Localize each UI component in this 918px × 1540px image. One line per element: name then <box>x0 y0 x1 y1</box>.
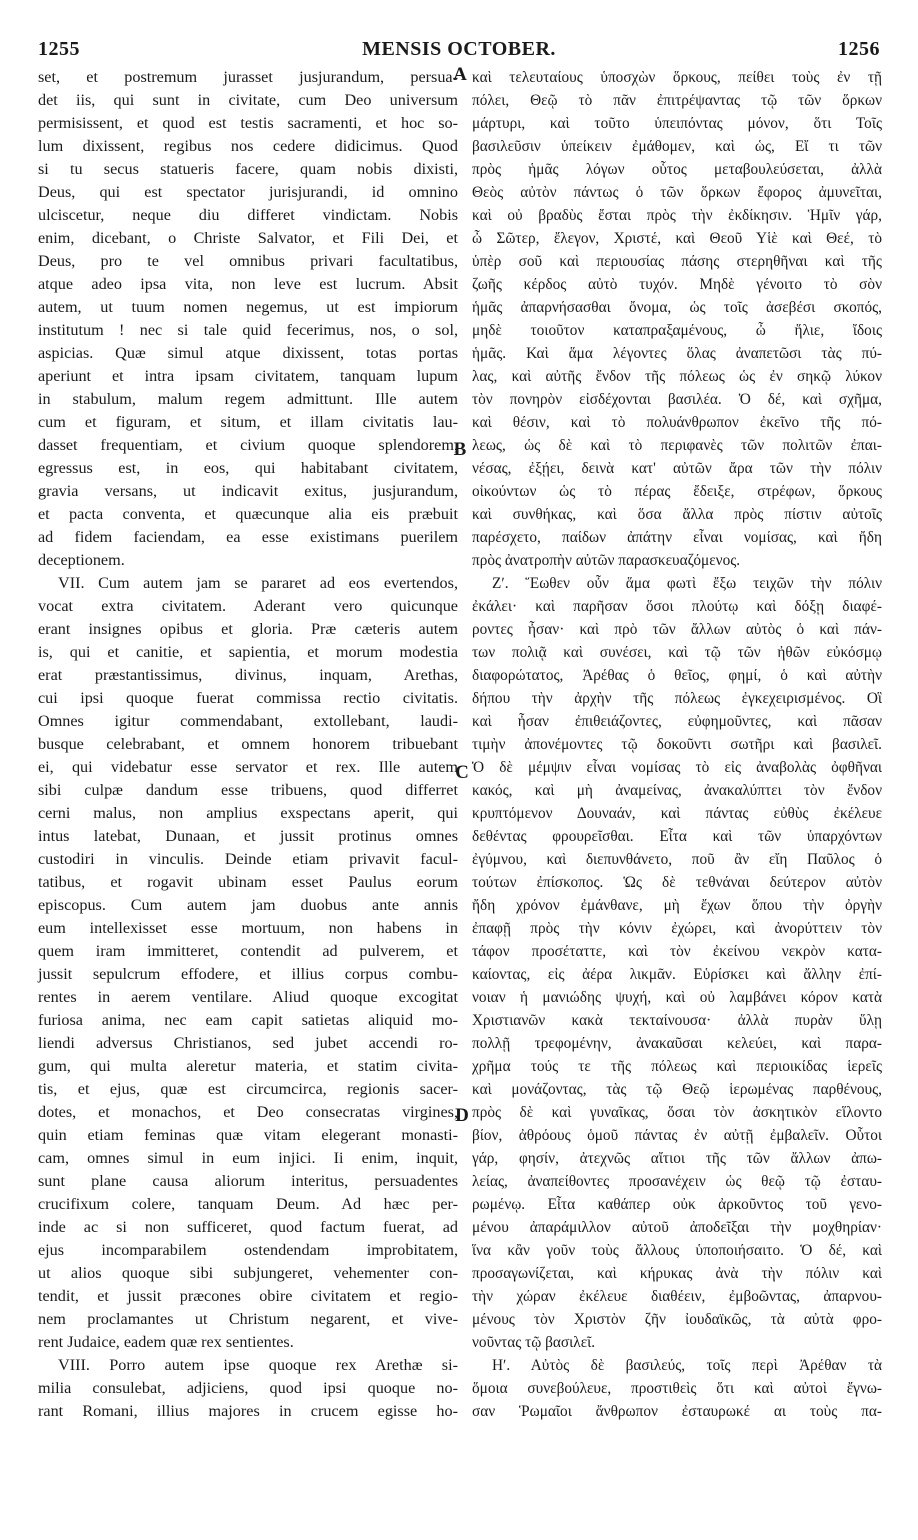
text-line: crucifixum colere, tanquam Deum. Ad hæc per- <box>38 1195 458 1213</box>
text-line: ὦ Σῶτερ, ἔλεγον, Χριστέ, καὶ Θεοῦ Υἱὲ καὶ Θεέ, τὸ <box>472 230 882 247</box>
text-line: πρὸς ἀνατροπὴν αὐτῶν παρασκευαζόμενος. <box>472 552 741 569</box>
text-line: καὶ ἦσαν ἐπιθειάζοντες, εὐφημοῦντες, καὶ πᾶσαν <box>472 713 882 730</box>
text-line: ἡμᾶς. Καὶ ἅμα λέγοντες ὅλας ἀναπετῶσι τὰς πύ- <box>472 345 882 362</box>
text-line: Χριστιανῶν κακὰ τεκταίνουσα· ἀλλὰ πυρὰν ὕλῃ <box>472 1012 882 1029</box>
text-line: ulciscetur, neque diu differet vindictam. Nobis <box>38 206 458 224</box>
text-line: ἐκάλει· καὶ παρῆσαν ὅσοι πλούτῳ καὶ δόξῃ διαφέ- <box>472 598 882 615</box>
text-line: σαν Ῥωμαῖοι ἄνθρωπον ἐσταυρωκέ αι τοὺς πα- <box>472 1403 882 1420</box>
text-line: cam, omnes simul in eum injici. Ii enim, inquit, <box>38 1149 458 1167</box>
text-line: βίον, ἀθρόους ὁμοῦ πάντας ἐν αὐτῇ ἐμβαλεῖν. Οὗτοι <box>472 1127 882 1144</box>
text-line: παρέσχετο, παίδων ἀπάτην εἶναι νομίσας, καὶ ἤδη <box>472 529 882 546</box>
text-line: κακός, καὶ μὴ ἀναμείνας, ἀνακαλύπτει τὸν ἔνδον <box>472 782 882 799</box>
text-line: ὅμοια συνεβούλευε, προστιθεὶς ὅτι καὶ αὐτοὶ ἔγνω- <box>472 1380 882 1397</box>
text-line: is, qui et canitie, et sapientia, et morum modestia <box>38 643 458 661</box>
text-line: cui ipsi quoque fuerat commissa rectio civitatis. <box>38 689 458 707</box>
text-line: νέσας, ἐξῄει, δεινὰ κατ' αὐτῶν ἄρα τῶν τὴν πόλιν <box>472 460 882 477</box>
text-line: ad fidem faciendam, ea esse existimans puerilem <box>38 528 458 546</box>
text-line: VII. Cum autem jam se pararet ad eos evertendos, <box>58 574 458 592</box>
text-line: καὶ θέσιν, καὶ τὸ πολυάνθρωπον ἐκεῖνο τῆς πό- <box>472 414 882 431</box>
text-line: καίοντας, εἰς ἀέρα λικμᾶν. Εὑρίσκει καὶ ἄλλην ἐπί- <box>472 966 882 983</box>
page-number-right: 1256 <box>838 38 880 60</box>
text-line: gravia versans, ut indicavit exitus, jusjurandum, <box>38 482 458 500</box>
text-line: πρὸς ἡμᾶς λόγων οὗτος μεταβουλεύσεται, ἀλλὰ <box>472 161 882 178</box>
text-line: aspicias. Quæ simul atque dixissent, totas portas <box>38 344 458 362</box>
text-line: custodiri in vinculis. Deinde etiam privavit facul- <box>38 850 458 868</box>
text-line: enim, dicebant, o Christe Salvator, et Fili Dei, et <box>38 229 458 247</box>
text-line: quem iram immitteret, contendit ad pulverem, et <box>38 942 458 960</box>
text-line: Omnes igitur commendabant, extollebant, laudi- <box>38 712 458 730</box>
section-marker-b: B <box>453 439 467 460</box>
text-line: lum dixissent, regibus nos cedere didicimus. Quod <box>38 137 458 155</box>
text-line: ἐπαφῇ πρὸς τὴν κόνιν ἐχώρει, καὶ ἀνορύττειν τὸν <box>472 920 882 937</box>
text-line: episcopus. Cum autem jam duobus ante annis <box>38 896 458 914</box>
text-line: τούτων ἐπίσκοπος. Ὡς δὲ τεθνάναι δεύτερον αὐτὸν <box>472 874 882 891</box>
text-line: των πολιᾷ καὶ συνέσει, καὶ τῷ τῶν ἠθῶν εὐκόσμῳ <box>472 644 882 661</box>
text-line: inde ac si non sufficeret, quod factum fuerat, ad <box>38 1218 458 1236</box>
text-line: τιμὴν ἀπονέμοντες τῷ δοκοῦντι σωτῆρι καὶ βασιλεῖ. <box>472 736 882 753</box>
text-line: nem proclamantes ut Christum negarent, et vive- <box>38 1310 458 1328</box>
text-line: ρωμένῳ. Εἶτα καθάπερ οὐκ ἀρκοῦντος τοῦ γενο- <box>472 1196 882 1213</box>
text-line: καὶ συνθήκας, καὶ ὅσα ἄλλα πρὸς πίστιν αὐτοῖς <box>472 506 882 523</box>
text-line: jussit sepulcrum effodere, et illius corpus combu- <box>38 965 458 983</box>
section-marker-a: A <box>453 64 467 85</box>
text-line: πρὸς δὲ καὶ γυναῖκας, ὅσαι τὸν ἀσκητικὸν εἵλοντο <box>472 1104 882 1121</box>
text-line: μένους τὸν Χριστὸν ζῆν ἰουδαϊκῶς, τὰ αὐτὰ φρο- <box>472 1311 882 1328</box>
text-line: Deus, pro te vel omnibus privari facultatibus, <box>38 252 458 270</box>
text-line: πολλῇ τρεφομένην, ἀνακαῦσαι κελεύει, καὶ παρα- <box>472 1035 882 1052</box>
text-line: tis, et ejus, quæ est circumcirca, regionis sacer- <box>38 1080 458 1098</box>
text-line: cerni malus, non amplius exspectans aperit, qui <box>38 804 458 822</box>
text-line: λείας, ἀναπείθοντες προσανέχειν ὡς θεῷ τῷ ἐσταυ- <box>472 1173 882 1190</box>
text-line: sunt plane causa aliorum interitus, persuadentes <box>38 1172 458 1190</box>
latin-column <box>38 66 458 1423</box>
text-line: Θεὸς αὐτὸν πάντως ὁ τῶν ὅρκων ἔφορος ἀμυνεῖται, <box>472 184 882 201</box>
text-line: erant insignes opibus et gloria. Præ cæteris autem <box>38 620 458 638</box>
text-line: aperiunt et intra ipsam civitatem, tanquam lupum <box>38 367 458 385</box>
text-line: dotes, et monachos, et Deo consecratas virgines, <box>38 1103 458 1121</box>
text-line: Ζʹ. Ἕωθεν οὖν ἅμα φωτὶ ἔξω τειχῶν τὴν πόλιν <box>492 575 882 592</box>
text-line: ei, qui videbatur esse servator et rex. Ille autem <box>38 758 458 776</box>
text-line: et pacta conventa, et quæcunque alia eis præbuit <box>38 505 458 523</box>
text-line: δεθέντας φρουρεῖσθαι. Εἶτα καὶ τῶν ὑπαρχόντων <box>472 828 882 845</box>
text-line: rant Romani, illius majores in crucem egisse ho- <box>38 1402 458 1420</box>
text-line: τὴν χώραν ἐκέλευε διαθέειν, ἐμβοῶντας, ἀπαρνου- <box>472 1288 882 1305</box>
text-line: furiosa anima, nec eam capit satietas aliquid mo- <box>38 1011 458 1029</box>
section-marker-c: C <box>455 762 469 783</box>
text-line: ut alios quoque sibi subjungeret, vehementer con- <box>38 1264 458 1282</box>
text-line: οἰκούντων ὡς τὸ πέρας ἔδειξε, στρέφων, ὅρκους <box>472 483 882 500</box>
text-line: tatibus, et rogavit ubinam esset Paulus eorum <box>38 873 458 891</box>
text-line: δήπου τὴν ἀρχὴν τῆς πόλεως ἐγκεχειρισμένος. Οἳ <box>472 690 882 707</box>
text-line: busque celebrabant, et omnem honorem tribuebant <box>38 735 458 753</box>
text-line: καὶ τελευταίους ὑποσχὼν ὅρκους, πείθει τοὺς ἐν τῇ <box>472 69 882 86</box>
text-line: ἵνα κἂν γοῦν τοὺς ἄλλους ὑποποιήσαιτο. Ὁ δέ, καὶ <box>472 1242 882 1259</box>
text-line: ὑπὲρ σοῦ καὶ περιουσίας πάσης στερηθῆναι καὶ τῆς <box>472 253 882 270</box>
text-line: erat præstantissimus, divinus, inquam, Arethas, <box>38 666 458 684</box>
text-line: si tu secus statueris facere, quam nobis dixisti, <box>38 160 458 178</box>
text-line: ἡμᾶς ἀπαρνήσασθαι ὄνομα, ὡς τοῖς ἀσεβέσι σκοπός, <box>472 299 882 316</box>
text-line: πόλει, Θεῷ τὸ πᾶν ἐπιτρέψαντας τῷ τῶν ὅρκων <box>472 92 882 109</box>
text-line: διαφορώτατος, Ἀρέθας ὁ θεῖος, φημί, ὁ καὶ αὐτὴν <box>472 667 882 684</box>
text-line: dasset frequentiam, et civium quoque splendorem, <box>38 436 458 454</box>
text-line: ἤδη χρόνον ἐμάνθανε, μὴ ἔχων ὅπου τὴν ὀργὴν <box>472 897 882 914</box>
text-line: νοῦντας τῷ βασιλεῖ. <box>472 1334 596 1351</box>
text-line: cum et figuram, et situm, et illam civitatis lau- <box>38 413 458 431</box>
text-line: λεως, ὡς δὲ καὶ τὸ περιφανὲς τῶν πολιτῶν ἐπαι- <box>472 437 882 454</box>
text-line: permisissent, et quod est testis sacramenti, et hoc so- <box>38 114 458 132</box>
running-header <box>38 38 880 64</box>
text-line: deceptionem. <box>38 551 125 569</box>
text-line: set, et postremum jurasset jusjurandum, persua- <box>38 68 458 86</box>
text-line: βασιλεῦσιν ὑπείκειν ἐμάθομεν, καὶ ὡς, Εἴ τι τῶν <box>472 138 882 155</box>
text-line: intus latebat, Dunaan, et jussit protinus omnes <box>38 827 458 845</box>
text-line: in stabulum, malum regem admittunt. Ille autem <box>38 390 458 408</box>
text-line: VIII. Porro autem ipse quoque rex Arethæ si- <box>58 1356 458 1374</box>
text-line: egressus est, in eos, qui habitabant civitatem, <box>38 459 458 477</box>
text-line: Ηʹ. Αὐτὸς δὲ βασιλεύς, τοῖς περὶ Ἀρέθαν τὰ <box>492 1357 882 1374</box>
running-title: MENSIS OCTOBER. <box>362 38 556 60</box>
text-line: rent Judaice, eadem quæ rex sentientes. <box>38 1333 294 1351</box>
text-line: Ὁ δὲ μέμψιν εἶναι νομίσας τὸ εἰς ἀναβολὰς ὀφθῆναι <box>472 759 882 776</box>
text-line: χρῆμα τούς τε τῆς πόλεως καὶ περιοικίδας ἱερεῖς <box>472 1058 882 1075</box>
text-line: γάρ, φησίν, ἀτεχνῶς αἴτιοι τῆς τῶν ἄλλων ἀπω- <box>472 1150 882 1167</box>
text-line: κρυπτόμενον Δουναάν, καὶ πάντας εὐθὺς ἐκέλευε <box>472 805 882 822</box>
text-line: μάρτυρι, καὶ τοῦτο ὑπειπόντας μόνον, ὅτι Τοῖς <box>472 115 882 132</box>
text-line: det iis, qui sunt in civitate, cum Deo universum <box>38 91 458 109</box>
text-line: quin etiam feminas quæ vitam elegerant monasti- <box>38 1126 458 1144</box>
text-line: vocat extra civitatem. Aderant vero quicunque <box>38 597 458 615</box>
text-line: autem, ut tuum nomen negemus, ut est impiorum <box>38 298 458 316</box>
text-line: eum intellexisset esse mortuum, non habens in <box>38 919 458 937</box>
text-line: liendi adversus Christianos, sed jubet accendi ro- <box>38 1034 458 1052</box>
text-line: sibi culpæ dandum esse tribuens, quod differret <box>38 781 458 799</box>
text-line: μένου ἀπαράμιλλον αὐτοῦ ἀποδεῖξαι τὴν μοχθηρίαν· <box>472 1219 882 1236</box>
page-number-left: 1255 <box>38 38 80 60</box>
text-line: τὸν πονηρὸν εἰσδέχονται βασιλέα. Ὁ δέ, καὶ σχῆμα, <box>472 391 882 408</box>
text-line: τάφον προσέταττε, καὶ τὸν ἐκείνου νεκρὸν κατα- <box>472 943 882 960</box>
text-line: ejus incomparabilem ostendendam improbitatem, <box>38 1241 458 1259</box>
text-line: tendit, et jussit præcones obire civitatem et regio- <box>38 1287 458 1305</box>
text-line: rentes in aerem ventilare. Aliud quoque excogitat <box>38 988 458 1006</box>
text-line: προσαγωνίζεται, καὶ κήρυκας ἀνὰ τὴν πόλιν καὶ <box>472 1265 882 1282</box>
text-line: Deus, qui est spectator jurisjurandi, id omnino <box>38 183 458 201</box>
text-line: ζωῆς κέρδος αὐτὸ τυχόν. Μηδὲ γένοιτο τὸ σὸν <box>472 276 882 293</box>
text-line: ροντες ἦσαν· καὶ πρὸ τῶν ἄλλων αὐτὸς ὁ καὶ πάν- <box>472 621 882 638</box>
text-line: gum, qui multa aleretur materia, et statim civita- <box>38 1057 458 1075</box>
text-line: milia consulebat, adjiciens, quod ipsi quoque no- <box>38 1379 458 1397</box>
text-line: atque adeo ipsa vita, non leve est lucrum. Absit <box>38 275 458 293</box>
section-marker-d: D <box>455 1105 469 1126</box>
text-line: καὶ μονάζοντας, τὰς τῷ Θεῷ ἱερωμένας παρθένους, <box>472 1081 882 1098</box>
greek-column <box>472 66 882 1423</box>
text-line: μηδὲ τοιοῦτον καταπραξαμένους, ὦ ἥλιε, ἴδοις <box>472 322 882 339</box>
text-line: καὶ οὐ βραδὺς ἔσται πρὸς τὴν ἐκδίκησιν. Ἡμῖν γάρ, <box>472 207 882 224</box>
text-line: νοιαν ἡ μανιώδης ψυχή, καὶ οὐ λαμβάνει κόρον κατὰ <box>472 989 882 1006</box>
text-line: institutum ! nec si tale quid fecerimus, nos, o sol, <box>38 321 458 339</box>
text-line: λας, καὶ αὐτῆς ἔνδον τῆς πόλεως ὡς ἐν σηκῷ λύκον <box>472 368 882 385</box>
text-line: ἐγύμνου, καὶ διεπυνθάνετο, ποῦ ἂν εἴη Παῦλος ὁ <box>472 851 882 868</box>
